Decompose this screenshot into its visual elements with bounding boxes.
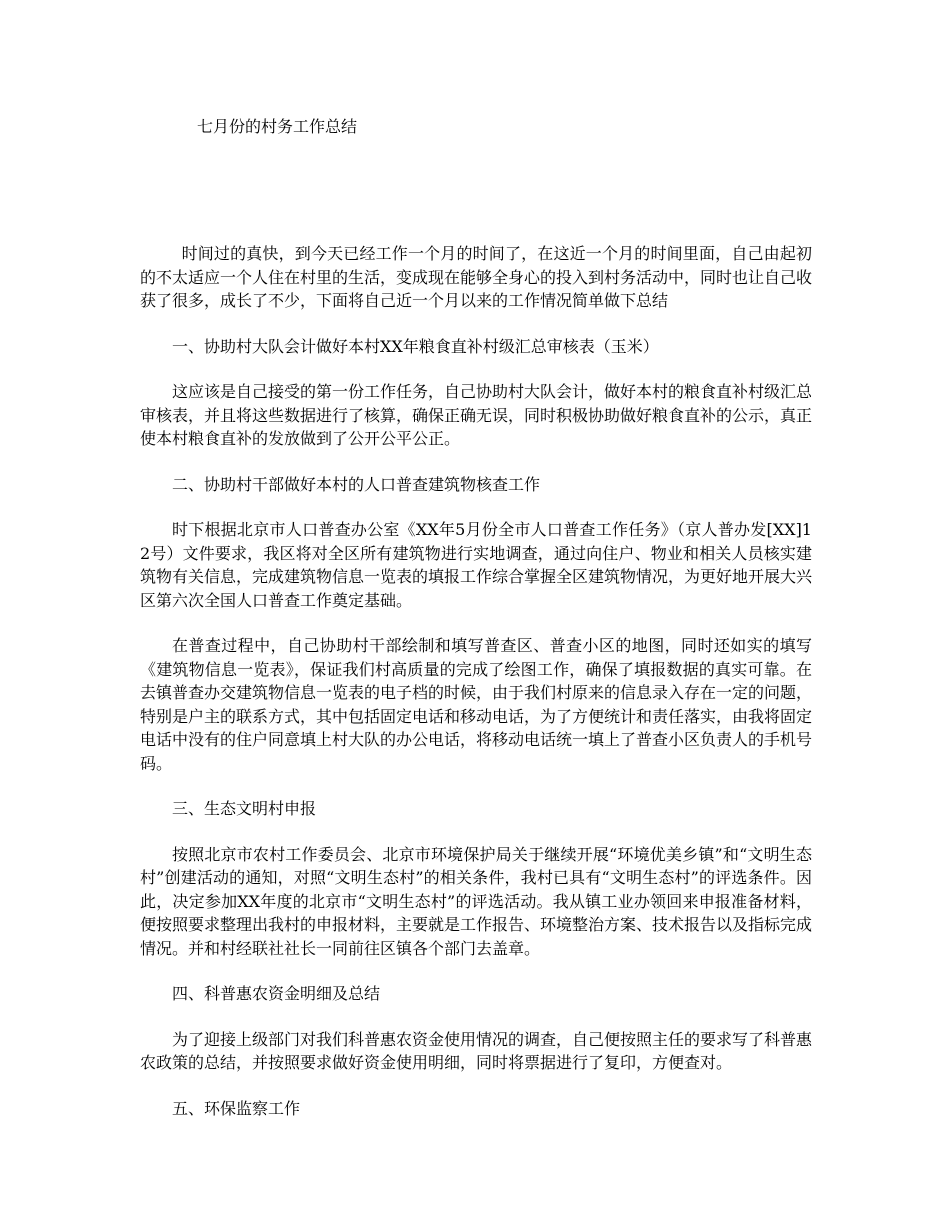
intro-paragraph: 时间过的真快，到今天已经工作一个月的时间了，在这近一个月的时间里面，自己由起初的不太适应一个人住在村里的生活，变成现在能够全身心的投入到村务活动中，同时也让自己收获了很多，成长了不少，下面将自己近一个月以来的工作情况简单做下总结 <box>140 244 813 310</box>
section-heading-4: 四、科普惠农资金明细及总结 <box>172 984 381 1003</box>
section-2-paragraph-2: 在普查过程中，自己协助村干部绘制和填写普查区、普查小区的地图，同时还如实的填写《建筑物信息一览表》，保证我们村高质量的完成了绘图工作，确保了填报数据的真实可靠。在去镇普查办交建筑物信息一览表的电子档的时候，由于我们村原来的信息录入存在一定的问题，特别是户主的联系方式，其中包括固定电话和移动电话，为了方便统计和责任落实，由我将固定电话中没有的住户同意填上村大队的办公电话，将移动电话统一填上了普查小区负责人的手机号码。 <box>140 636 813 773</box>
section-4-paragraph: 为了迎接上级部门对我们科普惠农资金使用情况的调查，自己便按照主任的要求写了科普惠农政策的总结，并按照要求做好资金使用明细，同时将票据进行了复印，方便查对。 <box>140 1029 813 1072</box>
document-body <box>140 242 812 1142</box>
section-heading-3: 三、生态文明村申报 <box>172 799 317 818</box>
document-title: 七月份的村务工作总结 <box>197 117 358 136</box>
section-2-paragraph-1: 时下根据北京市人口普查办公室《XX年5月份全市人口普查工作任务》（京人普办发[XX]12号）文件要求，我区将对全区所有建筑物进行实地调查，通过向住户、物业和相关人员核实建筑物有关信息，完成建筑物信息一览表的填报工作综合掌握全区建筑物情况，为更好地开展大兴区第六次全国人口普查工作奠定基础。 <box>140 520 813 610</box>
section-heading-5: 五、环保监察工作 <box>172 1098 301 1118</box>
section-3-paragraph: 按照北京市农村工作委员会、北京市环境保护局关于继续开展“环境优美乡镇”和“文明生态村”创建活动的通知，对照“文明生态村”的相关条件，我村已具有“文明生态村”的评选条件。因此，决定参加XX年度的北京市“文明生态村”的评选活动。我从镇工业办领回来申报准备材料，便按照要求整理出我村的申报材料，主要就是工作报告、环境整治方案、技术报告以及指标完成情况。并和村经联社社长一同前往区镇各个部门去盖章。 <box>140 844 813 958</box>
section-heading-1: 一、协助村大队会计做好本村XX年粮食直补村级汇总审核表（玉米） <box>172 336 659 356</box>
section-1-paragraph: 这应该是自己接受的第一份工作任务，自己协助村大队会计，做好本村的粮食直补村级汇总审核表，并且将这些数据进行了核算，确保正确无误，同时积极协助做好粮食直补的公示，真正使本村粮食直补的发放做到了公开公平公正。 <box>140 382 813 448</box>
section-heading-2: 二、协助村干部做好本村的人口普查建筑物核查工作 <box>172 474 541 494</box>
